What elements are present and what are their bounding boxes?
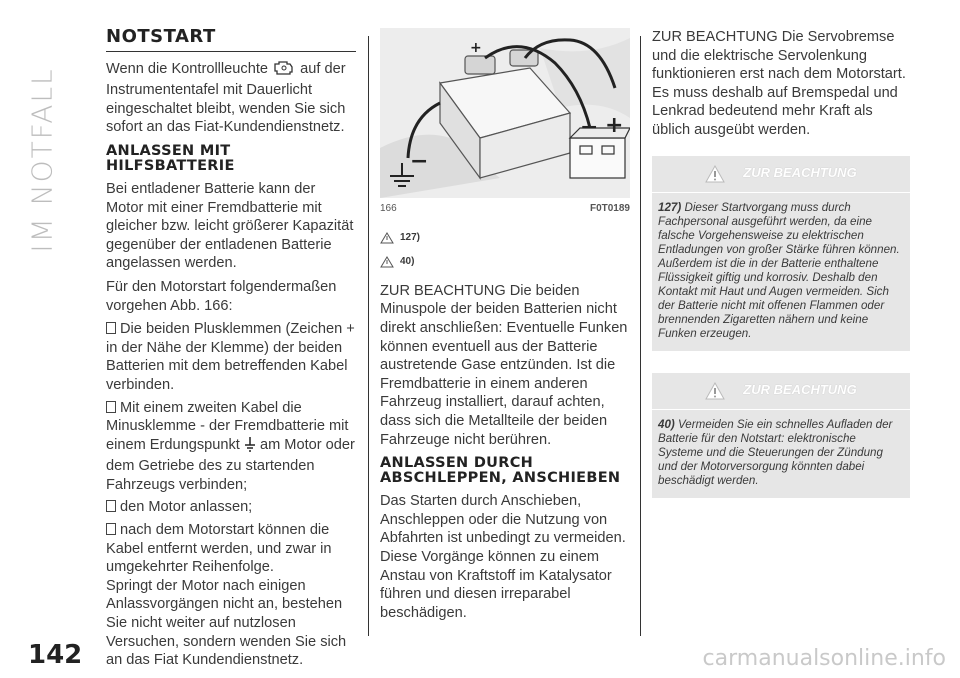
caution-reference-number: 40) <box>400 256 415 268</box>
warning-triangle-icon <box>380 232 394 244</box>
warning-box-127 <box>652 156 910 351</box>
figure-number: 166 <box>380 203 397 214</box>
list-item-text: Mit einem zweiten Kabel die Minusklemme - der Fremdbatterie mit einem Erdungspunkt <box>106 399 349 453</box>
caution-reference <box>380 253 630 272</box>
svg-text:+: + <box>605 113 624 138</box>
list-item <box>106 320 356 394</box>
warning-box-header <box>652 373 910 410</box>
paragraph: Springt der Motor nach einigen Anlassvorgängen nicht an, bestehen Sie nicht weiter auf nutzlosen Versuchen, sondern wenden Sie sich an das Fiat Kundendienstnetz. <box>106 577 347 669</box>
column-divider-2 <box>640 36 641 636</box>
warning-box-body <box>652 410 910 488</box>
column-1 <box>106 28 356 675</box>
list-item <box>106 399 356 495</box>
warning-box-header <box>652 156 910 193</box>
svg-text:+: + <box>470 40 482 56</box>
svg-text:−: − <box>580 115 599 140</box>
bullet-square-icon <box>106 322 116 334</box>
bullet-square-icon <box>106 500 116 512</box>
column-divider-1 <box>368 36 369 636</box>
paragraph: Für den Motorstart folgendermaßen vorgehen Abb. 166: <box>106 278 337 314</box>
list-item-text: den Motor anlassen; <box>120 499 253 516</box>
section-title-hilfsbatterie: ANLASSEN MIT HILFSBATTERIE <box>106 142 235 174</box>
text-part: Wenn die Kontrollleuchte <box>106 60 268 77</box>
watermark: carmanualsonline.info <box>702 646 946 671</box>
page-number: 142 <box>28 640 83 670</box>
warning-reference-number: 127) <box>400 231 421 243</box>
column-2 <box>380 28 630 627</box>
caution-triangle-icon <box>705 382 725 400</box>
paragraph-warning-light <box>106 60 356 137</box>
list-item-text: Die beiden Plusklemmen (Zeichen + in der Nähe der Klemme) der beiden Batterien mit dem betreffenden Kabel verbinden. <box>106 321 355 393</box>
paragraph: ZUR BEACHTUNG Die beiden Minuspole der beiden Batterien nicht direkt anschließen: Eventuelle Funken können eventuell aus der Batterie austretende Gase entzünden. Ist die Fremdbatterie in einem anderen Fahrzeug installiert, darauf achten, dass sich die Metallteile der beiden Fahrzeuge nicht berühren. <box>380 282 628 448</box>
warning-text: Vermeiden Sie ein schnelles Aufladen der Batterie für den Notstart: elektronische Systeme und die Steuerungen der Zündung und der Motorversorgung könnten dabei beschädigt werden. <box>658 417 893 487</box>
warning-number: 40) <box>658 417 675 431</box>
list-item <box>106 498 356 517</box>
warning-number: 127) <box>658 200 682 214</box>
battery-jumpstart-illustration <box>380 28 630 198</box>
caution-triangle-icon <box>380 256 394 268</box>
warning-triangle-icon <box>705 165 725 183</box>
warning-box-body <box>652 193 910 341</box>
svg-text:−: − <box>410 149 429 174</box>
figure-caption <box>380 200 630 219</box>
warning-box-title: ZUR BEACHTUNG <box>743 382 857 398</box>
paragraph: Bei entladener Batterie kann der Motor mit einer Fremdbatterie mit gleicher bzw. leicht größerer Kapazität gegenüber der entladenen Batterie angelassen werden. <box>106 180 354 272</box>
bullet-square-icon <box>106 401 116 413</box>
list-item-text: nach dem Motorstart können die Kabel entfernt werden, und zwar in umgekehrter Reihenfolge. <box>106 522 332 576</box>
warning-reference <box>380 229 630 248</box>
column-3 <box>652 28 910 498</box>
section-title-notstart: NOTSTART <box>106 28 356 52</box>
bullet-square-icon <box>106 523 116 535</box>
list-item-text: am Motor oder dem Getriebe des zu startenden Fahrzeugs verbinden; <box>106 436 355 493</box>
list-item <box>106 521 356 577</box>
ground-symbol-icon <box>244 436 256 458</box>
paragraph: Das Starten durch Anschieben, Anschleppen oder die Nutzung von Abfahrten ist unbedingt zu vermeiden. Diese Vorgänge können zu einem Anstau von Kraftstoff im Katalysator führen und diesen irreparabel beschädigen. <box>380 493 626 621</box>
engine-warning-light-icon <box>272 60 296 82</box>
warning-text: Dieser Startvorgang muss durch Fachpersonal ausgeführt werden, da eine falsche Vorgehensweise zu elektrischen Entladungen von großer Stärke führen können. Außerdem ist die in der Batterie enthaltene Flüssigkeit giftig und korrosiv. Deshalb den Kontakt mit Haut und Augen vermeiden. Sich der Batterie nicht mit offenen Flammen oder brennenden Zigaretten nähern und keine Funken erzeugen. <box>658 200 900 340</box>
text-part: auf der Instrumententafel mit Dauerlicht eingeschaltet bleibt, wenden Sie sich sofort an das Fiat-Kundendienstnetz. <box>106 60 346 136</box>
figure-code: F0T0189 <box>589 203 630 214</box>
warning-box-title: ZUR BEACHTUNG <box>743 165 857 181</box>
paragraph: ZUR BEACHTUNG Die Servobremse und die elektrische Servolenkung funktionieren erst nach dem Motorstart. Es muss deshalb auf Bremspedal und Lenkrad bedeutend mehr Kraft als üblich ausgeübt werden. <box>652 29 906 138</box>
chapter-side-tab: IM NOTFALL <box>25 67 59 253</box>
warning-box-40 <box>652 373 910 498</box>
section-title-abschleppen: ANLASSEN DURCH ABSCHLEPPEN, ANSCHIEBEN <box>380 455 621 487</box>
